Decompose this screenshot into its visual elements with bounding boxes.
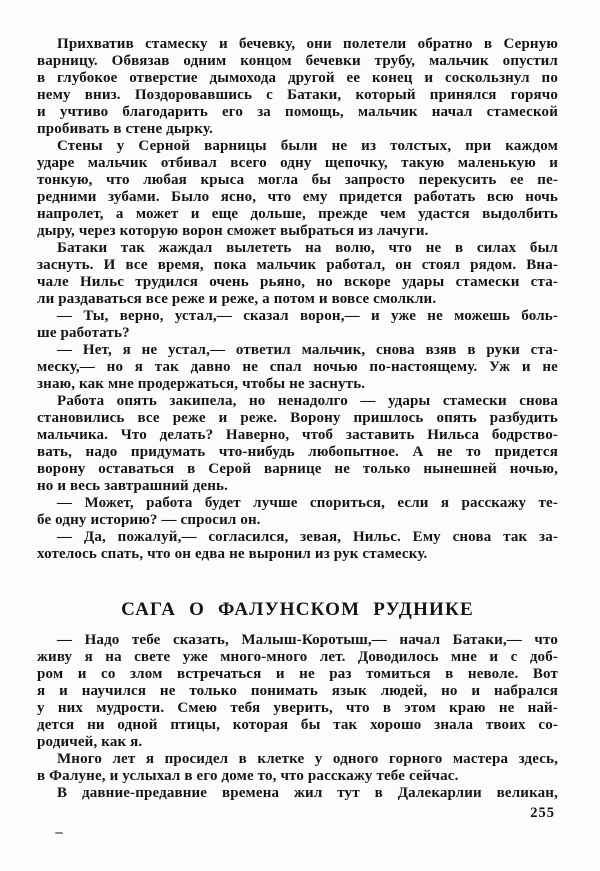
stray-mark — [55, 832, 63, 834]
paragraph — [37, 138, 558, 240]
text-line: бе одну историю? — спросил он. — [37, 512, 261, 528]
text-line: пробивать в стене дырку. — [37, 121, 213, 137]
text-line: ли раздаваться все реже и реже, а потом и вовсе смолкли. — [37, 291, 437, 307]
text-line: и учтиво благодарить его за помощь, мальчик начал стамеской — [37, 104, 558, 120]
text-line: заснуть. И все время, пока мальчик работал, он стоял рядом. Вна- — [37, 257, 558, 273]
text-line: — Нет, я не устал,— ответил мальчик, снова взяв в руки ста- — [57, 342, 558, 358]
paragraph — [37, 393, 558, 495]
text-line: в Фалуне, и услыхал в его доме то, что расскажу тебе сейчас. — [37, 768, 459, 784]
text-line: становились все реже и реже. Ворону пришлось опять разбудить — [37, 410, 558, 426]
paragraph — [37, 342, 558, 393]
text-line: меску,— но я так давно не спал ночью по-настоящему. Уж и не — [37, 359, 558, 375]
text-line: но и весь завтрашний день. — [37, 478, 229, 494]
text-line: напролет, а может и еще дольше, прежде чем удастся выдолбить — [37, 206, 558, 222]
text-line: Много лет я просидел в клетке у одного горного мастера здесь, — [57, 751, 558, 767]
paragraph — [37, 36, 558, 138]
paragraph — [37, 785, 558, 802]
text-line: чале Нильс трудился очень рьяно, но вскоре удары стамески ста- — [37, 274, 558, 290]
text-line: вать, надо придумать что-нибудь любопытное. А не то придется — [37, 444, 558, 460]
text-line: редними зубами. Было ясно, что ему придется работать всю ночь — [37, 189, 558, 205]
text-line: Прихватив стамеску и бечевку, они полетели обратно в Серную — [57, 36, 558, 52]
text-line: в глубокое отверстие дымохода другой ее конец и соскользнул по — [37, 70, 558, 86]
text-line: В давние-предавние времена жил тут в Далекарлии великан, — [57, 785, 558, 801]
text-line: нему вниз. Поздоровавшись с Батаки, который принялся горячо — [37, 87, 558, 103]
text-line: Стены у Серной варницы были не из толстых, при каждом — [57, 138, 558, 154]
text-line: Работа опять закипела, но ненадолго — удары стамески снова — [57, 393, 558, 409]
text-line: у них мудрости. Смею тебя уверить, что в этом краю не най- — [37, 700, 558, 716]
page-text — [37, 36, 558, 802]
page-number: 255 — [530, 805, 555, 821]
text-line: — Да, пожалуй,— согласился, зевая, Нильс. Ему снова так за- — [57, 529, 558, 545]
text-line: знаю, как мне продержаться, чтобы не заснуть. — [37, 376, 366, 392]
paragraph — [37, 632, 558, 751]
paragraph — [37, 529, 558, 563]
text-line: живу я на свете уже много-много лет. Доводилось мне и с доб- — [37, 649, 558, 665]
paragraph — [37, 751, 558, 785]
text-line: родичей, как я. — [37, 734, 143, 750]
chapter-heading: САГА О ФАЛУНСКОМ РУДНИКЕ — [121, 599, 474, 620]
text-line: дется ни одной птицы, которая бы так хорошо знала твоих со- — [37, 717, 558, 733]
text-line: мальчика. Что делать? Наверно, чтоб заставить Нильса бодрство- — [37, 427, 558, 443]
paragraph — [37, 495, 558, 529]
text-line: ше работать? — [37, 325, 130, 341]
text-line: — Ты, верно, устал,— сказал ворон,— и уже не можешь боль- — [57, 308, 558, 324]
text-line: ром и со злом встречаться и не раз томиться в неволе. Вот — [37, 666, 558, 682]
text-line: — Может, работа будет лучше спориться, если я расскажу те- — [57, 495, 558, 511]
paragraph — [37, 308, 558, 342]
text-line: я и научился не только понимать язык людей, но и набрался — [37, 683, 558, 699]
text-line: Батаки так жаждал вылететь на волю, что не в силах был — [57, 240, 558, 256]
text-line: — Надо тебе сказать, Малыш-Коротыш,— начал Батаки,— что — [57, 632, 558, 648]
text-line: дыру, через которую ворон сможет выбраться из лачуги. — [37, 223, 429, 239]
text-line: тонкую, что любая крыса могла бы запросто перекусить ее пе- — [37, 172, 558, 188]
paragraph — [37, 240, 558, 308]
text-line: ворону оставаться в Серой варнице не только нынешней ночью, — [37, 461, 558, 477]
text-line: варницу. Обвязав одним концом бечевки трубу, мальчик опустил — [37, 53, 558, 69]
text-line: ударе мальчик отбивал всего одну щепочку, такую маленькую и — [37, 155, 558, 171]
text-line: хотелось спать, что он едва не выронил из рук стамеску. — [37, 546, 428, 562]
